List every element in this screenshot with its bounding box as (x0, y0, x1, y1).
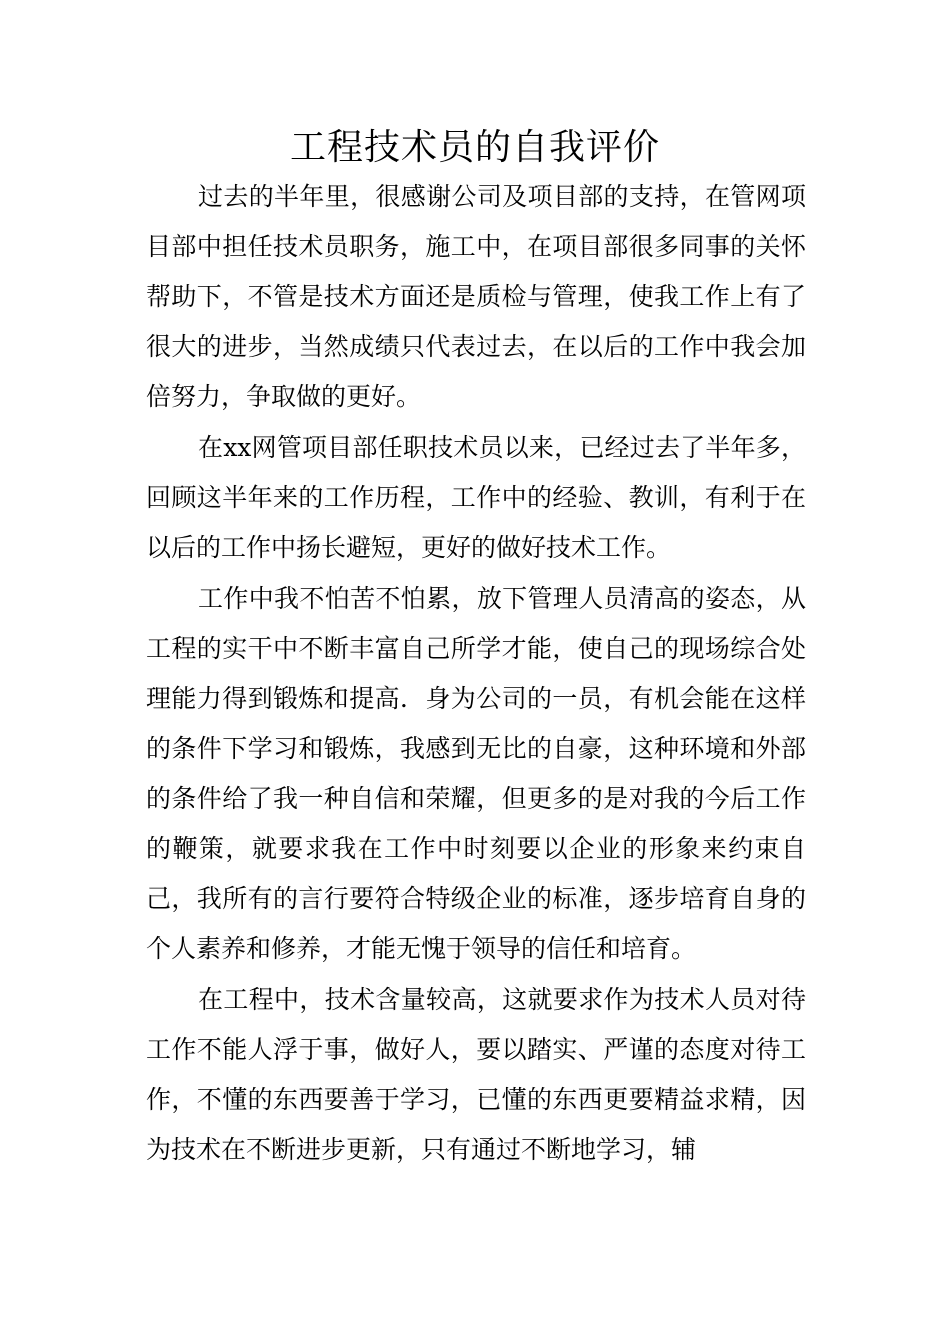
paragraph-2: 在xx网管项目部任职技术员以来，已经过去了半年多，回顾这半年来的工作历程，工作中的经验、教训，有利于在以后的工作中扬长避短，更好的做好技术工作。 (146, 433, 806, 562)
paragraph-3: 工作中我不怕苦不怕累，放下管理人员清高的姿态，从工程的实干中不断丰富自己所学才能，使自己的现场综合处理能力得到锻炼和提高．身为公司的一员，有机会能在这样的条件下学习和锻炼，我感到无比的自豪，这种环境和外部的条件给了我一种自信和荣耀，但更多的是对我的今后工作的鞭策，就要求我在工作中时刻要以企业的形象来约束自己，我所有的言行要符合特级企业的标准，逐步培育自身的个人素养和修养，才能无愧于领导的信任和培育。 (146, 584, 806, 963)
paragraph-4: 在工程中，技术含量较高，这就要求作为技术人员对待工作不能人浮于事，做好人，要以踏实、严谨的态度对待工作，不懂的东西要善于学习，已懂的东西更要精益求精，因为技术在不断进步更新，只有通过不断地学习，辅 (146, 985, 806, 1164)
paragraph-1: 过去的半年里，很感谢公司及项目部的支持，在管网项目部中担任技术员职务，施工中，在项目部很多同事的关怀帮助下，不管是技术方面还是质检与管理，使我工作上有了很大的进步，当然成绩只代表过去，在以后的工作中我会加倍努力，争取做的更好。 (146, 182, 806, 411)
document-body (146, 172, 806, 1175)
document-title: 工程技术员的自我评价 (289, 127, 660, 168)
